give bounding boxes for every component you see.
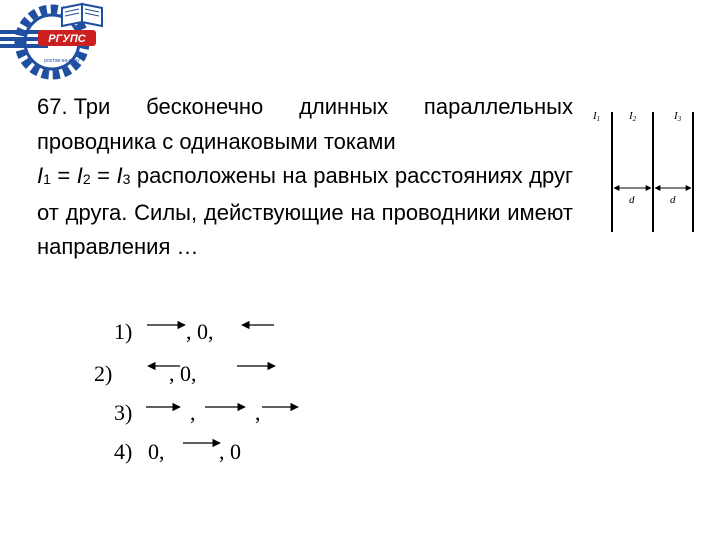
distance-label-2: d: [670, 194, 676, 206]
option-1-middle: , 0,: [186, 319, 214, 344]
logo-subtitle: ростов-на-дону: [44, 58, 80, 64]
problem-number: 67.: [37, 94, 68, 119]
problem-text-a: Три бесконечно длинных параллельных проводника с одинаковыми токами: [37, 94, 573, 154]
equals-2: =: [90, 163, 117, 188]
logo-text: РГУПС: [48, 33, 86, 45]
label-i3: I3: [674, 110, 682, 123]
answer-option-2[interactable]: [94, 361, 275, 386]
answer-option-3[interactable]: [114, 400, 298, 425]
option-4-number: 4): [114, 439, 133, 464]
current-i1-index: 1: [43, 171, 51, 187]
current-i1-symbol: I: [37, 163, 44, 188]
problem-text-b: расположены на равных расстояниях друг от друга. Силы, действующие на проводники имеют направления …: [37, 163, 573, 259]
option-4-last: , 0: [219, 439, 241, 464]
option-3-sep-2: ,: [255, 400, 261, 425]
current-i3-symbol: I: [116, 163, 123, 188]
current-i2-symbol: I: [76, 163, 83, 188]
option-2-middle: , 0,: [169, 361, 197, 386]
equals-1: =: [50, 163, 77, 188]
option-3-sep-1: ,: [190, 400, 196, 425]
current-i3-index: 3: [122, 171, 131, 187]
label-i2: I2: [629, 110, 637, 123]
option-4-first: 0,: [148, 439, 165, 464]
current-i2-index: 2: [82, 171, 91, 187]
option-1-number: 1): [114, 319, 133, 344]
option-2-number: 2): [94, 361, 113, 386]
answer-option-1[interactable]: [114, 319, 274, 344]
label-i1: I1: [593, 110, 601, 123]
option-3-number: 3): [114, 400, 133, 425]
distance-label-1: d: [629, 194, 635, 206]
answer-option-4[interactable]: [114, 439, 241, 464]
